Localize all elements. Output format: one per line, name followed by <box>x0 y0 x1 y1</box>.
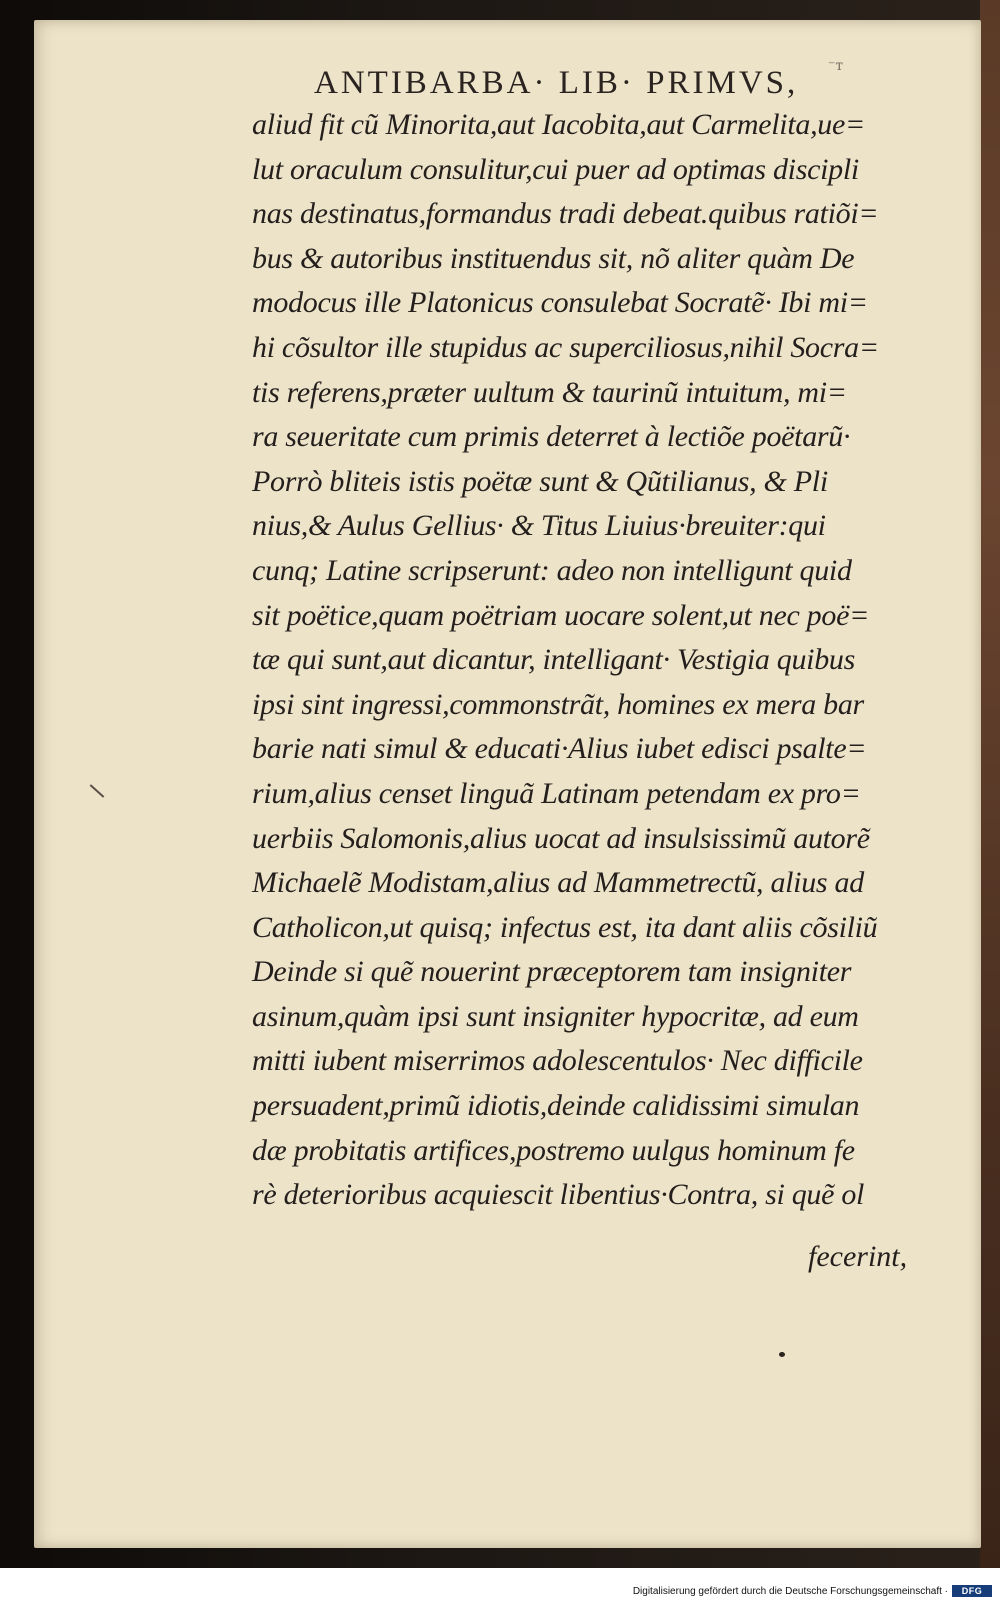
page-mark: ⁻ᴛ <box>828 58 844 74</box>
text-line: ra seueritate cum primis deterret à lectiõe poëtarũ· <box>252 420 851 454</box>
text-line: cunq; Latine scripserunt: adeo non intelligunt quid <box>252 553 852 587</box>
text-line: ipsi sint ingressi,commonstrãt, homines ex mera bar <box>252 687 864 721</box>
text-line: nius,& Aulus Gellius· & Titus Liuius·breuiter:qui <box>252 509 826 543</box>
text-line: bus & autoribus instituendus sit, nõ aliter quàm De <box>252 241 855 275</box>
running-head: ANTIBARBA· LIB· PRIMVS, <box>314 65 799 101</box>
text-line: rè deterioribus acquiescit libentius·Contra, si quẽ ol <box>252 1178 865 1212</box>
body-text <box>252 103 932 1218</box>
text-line: dæ probitatis artifices,postremo uulgus hominum fe <box>252 1133 855 1167</box>
book-cover-edge <box>980 0 1000 1568</box>
text-line: aliud fit cũ Minorita,aut Iacobita,aut Carmelita,ue= <box>252 108 865 141</box>
dfg-logo-icon: DFG <box>952 1585 992 1597</box>
text-line: lut oraculum consulitur,cui puer ad optimas discipli <box>252 152 859 186</box>
text-line: tæ qui sunt,aut dicantur, intelligant· Vestigia quibus <box>252 643 855 677</box>
text-line: uerbiis Salomonis,alius uocat ad insulsissimũ autorẽ <box>252 821 870 855</box>
text-line: Porrò bliteis istis poëtæ sunt & Qũtilianus, & Pli <box>252 464 828 498</box>
text-line: rium,alius censet linguã Latinam petendam ex pro= <box>252 776 861 810</box>
text-line: sit poëtice,quam poëtriam uocare solent,ut nec poë= <box>252 598 870 632</box>
footer-credit: Digitalisierung gefördert durch die Deutsche Forschungsgemeinschaft · <box>632 1586 948 1597</box>
text-line: nas destinatus,formandus tradi debeat.quibus ratiõi= <box>252 197 879 231</box>
text-line: hi cõsultor ille stupidus ac superciliosus,nihil Socra= <box>252 330 879 364</box>
text-line: tis referens,præter uultum & taurinũ intuitum, mi= <box>252 375 847 409</box>
text-line: Catholicon,ut quisq; infectus est, ita dant aliis cõsiliũ <box>252 910 878 944</box>
text-line: Deinde si quẽ nouerint præceptorem tam insigniter <box>252 955 852 989</box>
ink-dot <box>779 1352 785 1357</box>
text-line: Michaelẽ Modistam,alius ad Mammetrectũ, alius ad <box>252 866 864 900</box>
text-line: persuadent,primũ idiotis,deinde calidissimi simulan <box>252 1089 860 1123</box>
text-line: barie nati simul & educati·Alius iubet edisci psalte= <box>252 732 867 766</box>
text-line: mitti iubent miserrimos adolescentulos· Nec difficile <box>252 1044 863 1078</box>
catchword: fecerint, <box>808 1240 908 1273</box>
text-line: asinum,quàm ipsi sunt insigniter hypocritæ, ad eum <box>252 999 859 1033</box>
text-line: modocus ille Platonicus consulebat Socratẽ· Ibi mi= <box>252 286 868 320</box>
